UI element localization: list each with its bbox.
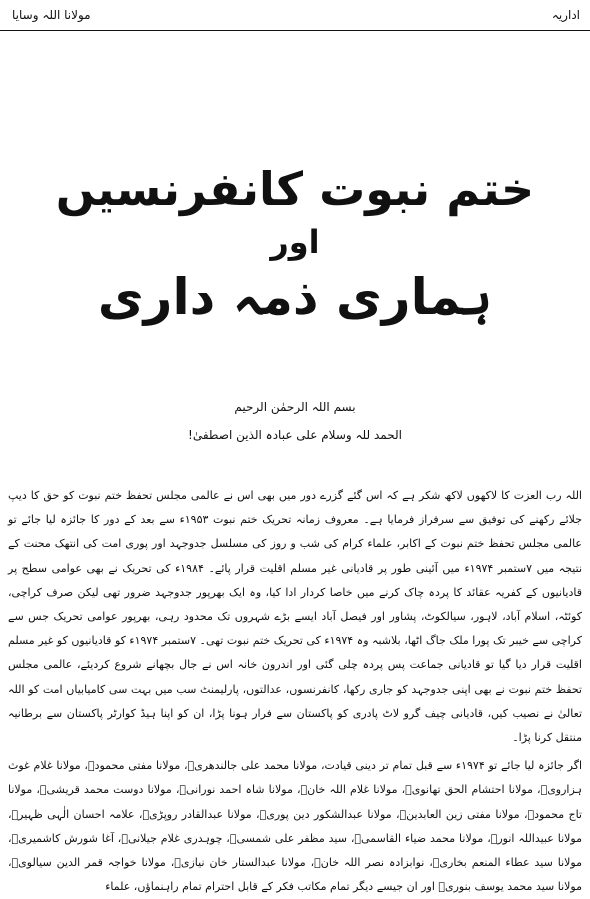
section-label: اداریہ (551, 8, 580, 22)
title-line-2: اور (270, 223, 320, 261)
running-header (0, 6, 590, 28)
article-body (8, 484, 582, 899)
basmala: بسم اللہ الرحمٰن الرحیم (234, 400, 356, 414)
article-title (0, 160, 590, 328)
opening-invocation: الحمد للہ وسلام علی عبادہ الذین اصطفیٰ! (188, 428, 402, 442)
title-line-3: ہماری ذمہ داری (97, 268, 493, 326)
author-label: مولانا اللہ وسایا (12, 8, 91, 22)
header-rule (0, 30, 590, 31)
paragraph-1: اللہ رب العزت کا لاکھوں لاکھ شکر ہے کہ اس گئے گزرے دور میں بھی اس نے عالمی مجلس تحفظ ختم نبوت کو حق کا دیپ جلائے رکھنے کی توفیق سے سرفراز فرمایا ہے۔ معروف زمانہ تحریک ختم نبوت ۱۹۵۳ء سے بعد کے دور کا جائزہ لیا جائے تو عالمی مجلس تحفظ ختم نبوت کے اکابر، علماء کرام کی شب و روز کی مسلسل جدوجہد اور پوری امت کی انتھک محنت کے نتیجہ میں ۷ستمبر ۱۹۷۴ء میں آئینی طور پر قادیانی غیر مسلم اقلیت قرار پائے۔ ۱۹۸۴ء کی تحریک نے بھی عوامی سطح پر قادیانیوں کے کفریہ عقائد کا پردہ چاک کرنے میں خاصا کردار ادا کیا، وہ ایک بھرپور جدوجہد ضرور تھی لیکن صرف کراچی، کوئٹہ، اسلام آباد، لاہور، سیالکوٹ، پشاور اور فیصل آباد ایسے بڑے شہروں تک محدود رہی، بھرپور عوامی تحریک جس سے کراچی سے خیبر تک پورا ملک جاگ اٹھا، بلاشبہ وہ ۱۹۷۴ء کی تحریک ختم نبوت تھی۔ ۷ستمبر ۱۹۷۴ء کو قادیانیوں کو غیر مسلم اقلیت قرار دیا گیا تو قادیانی جماعت پس پردہ چلی گئی اور اندرون خانہ اس نے جال بچھانے شروع کردیئے، عالمی مجلس تحفظ ختم نبوت نے بھی اپنی جدوجہد کو جاری رکھا، کانفرنسوں، عدالتوں، پارلیمنٹ سب میں بہت سی کامیابیاں امت کو اللہ تعالیٰ نے نصیب کیں، قادیانی چیف گرو لاٹ پادری کو پاکستان سے فرار ہونا پڑا، ان کو اپنا ہیڈ کوارٹر پاکستان سے برطانیہ منتقل کرنا پڑا۔ (8, 489, 583, 745)
title-line-1: ختم نبوت کانفرنسیں (55, 162, 535, 216)
paragraph-2: اگر جائزہ لیا جائے تو ۱۹۷۴ء سے قبل تمام تر دینی قیادت، مولانا محمد علی جالندھریؒ، مولانا مفتی محمودؒ، مولانا غلام غوث ہزارویؒ، مولانا احتشام الحق تھانویؒ، مولانا غلام اللہ خانؒ، مولانا شاہ احمد نورانیؒ، مولانا دوست محمد قریشیؒ، مولانا تاج محمودؒ، مولانا مفتی زین العابدینؒ، مولانا عبدالشکور دین پوریؒ، مولانا عبدالقادر روپڑیؒ، علامہ احسان الٰہی ظہیرؒ، مولانا عبیداللہ انورؒ، مولانا محمد ضیاء القاسمیؒ، سید مظفر علی شمسیؒ، چوہدری غلام جیلانیؒ، آغا شورش کاشمیریؒ، مولانا سید عطاء المنعم بخاریؒ، نوابزادہ نصر اللہ خانؒ، مولانا عبدالستار خان نیازیؒ، مولانا خواجہ قمر الدین سیالویؒ، مولانا سید محمد یوسف بنوریؒ اور ان جیسے دیگر تمام مکاتب فکر کے قابل احترام تمام راہنماؤں، علماء (8, 759, 582, 894)
